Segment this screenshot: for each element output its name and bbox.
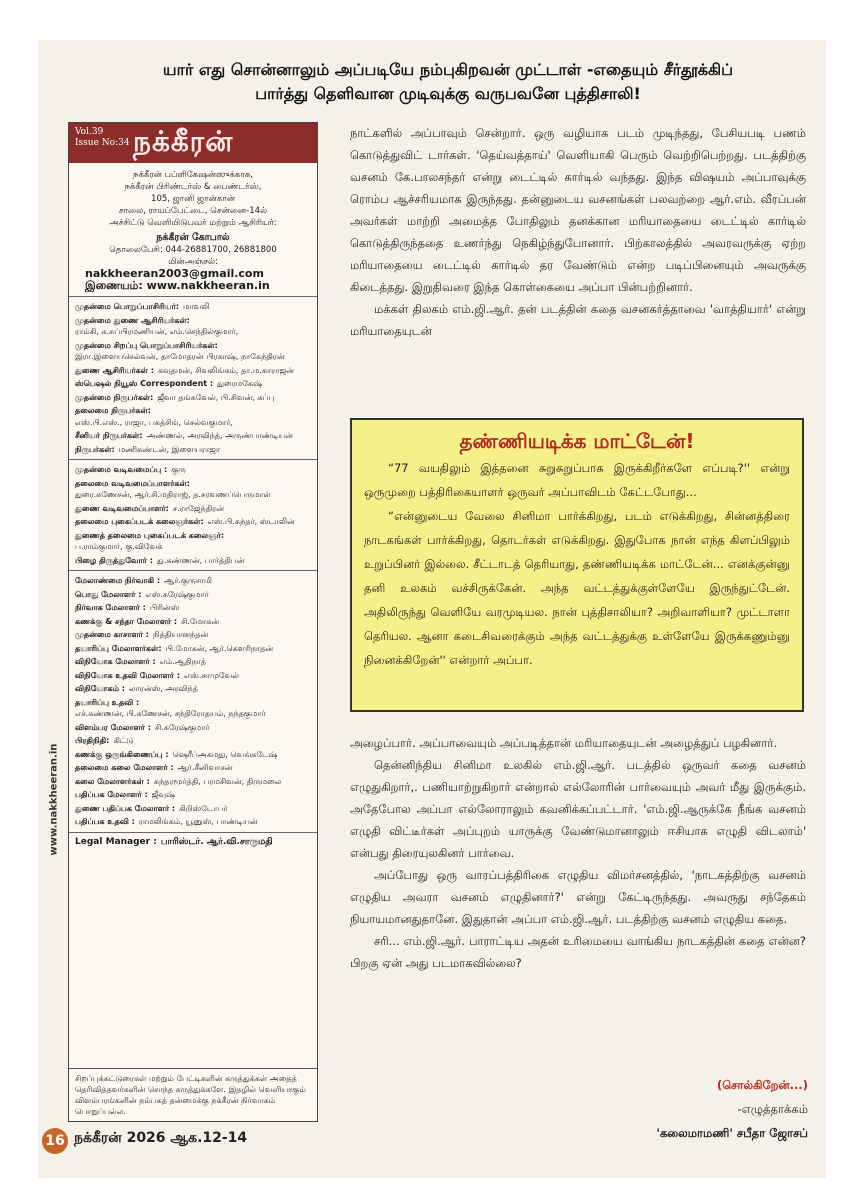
legal-role: Legal Manager : (75, 836, 157, 847)
staff-row (75, 643, 311, 655)
staff-row (75, 575, 311, 587)
divider (69, 832, 317, 833)
staff-role: தலைமை கலை மேலாளர் : (75, 763, 174, 772)
staff-role: நிருபர்கள்: (75, 444, 115, 454)
staff-role: முதன்மை நிருபர்கள்: (75, 392, 154, 402)
staff-names: சி.மோகன் (181, 616, 220, 626)
staff-names: கவுதமன், சிவலிங்கம், தா.ம.காராஜன் (157, 365, 294, 375)
divider (69, 296, 317, 297)
staff-role: தயாரிப்பு மேலாளர்கள்: (75, 643, 162, 653)
staff-names: ஷெரீப்அகமது, வெங்கடேஷ் (172, 749, 278, 759)
masthead-banner (69, 123, 317, 163)
staff-role: துணைத் தலைமை புகைப்படக் கலைஞர்: (75, 530, 225, 540)
side-url-strip (44, 680, 60, 860)
staff-names: ராம்கி, க.சுப்பிரமணியன், எம்.செந்தில்குமார், (75, 327, 239, 336)
staff-names: நித்தியானந்தன் (152, 630, 209, 639)
side-url: www.nakkheeran.in (48, 743, 60, 856)
staff-row (75, 503, 311, 515)
staff-names: கிறிஸ்டோபர் (179, 803, 228, 813)
staff-row (75, 589, 311, 601)
staff-role: பதிப்பக மேலாளர் : (75, 790, 148, 799)
box-paragraph-2: “என்னுடைய வேலை சினிமா பார்க்கிறது, படம் எடுக்கிறது, சின்னத்திரை நாடகங்கள் பார்க்கிறது, தொடர்கள் எடுக்கிறது. இதுபோக நான் எந்த கிளப்பிலும் உறுப்பினர் இல்லை. சீட்டாடத் தெரியாது, தண்ணியடிக்க மாட்டேன்... எனக்குன்னு தனி உலகம் வச்சிருக்கேன். அந்த வட்டத்துக்குள்ளேயே இருந்துட்டேன். அதிலிருந்து வெளியே வரமுடியல. நான் புத்திசாலியா? அறிவாளியா? முட்டாளா தெரியல. ஆனா கடைசிவரைக்கும் அந்த வட்டத்துக்கு உள்ளேயே இருக்கணும்னு நினைக்கிறேன்'' என்றார் அப்பா. (364, 509, 790, 667)
staff-names: ப.ராம்குமார், கு.விவேக் (75, 542, 163, 551)
box-paragraph-1: “77 வயதிலும் இத்தனை சுறுசுறுப்பாக இருக்கிறீர்களே எப்படி?'' என்று ஒருமுறை பத்திரிகையாளர் ஒருவர் அப்பாவிடம் கேட்டபோது... (364, 461, 790, 499)
staff-row (75, 616, 311, 628)
staff-row (75, 555, 311, 567)
staff-names: குரு (171, 465, 186, 474)
staff-role: கணக்கு & சந்தா மேலாளர் : (75, 616, 178, 626)
divider (69, 570, 317, 571)
staff-row (75, 776, 311, 788)
email-link[interactable]: nakkheeran2003@gmail.com (85, 267, 264, 280)
publisher-line: நக்கீரன் பிரிண்டர்ஸ் & பைண்டர்ஸ், (124, 182, 262, 192)
staff-role: சீனியர் நிருபர்கள்: (75, 431, 143, 440)
page-footer (38, 1128, 338, 1164)
staff-role: முதன்மை வடிவமைப்பு : (75, 465, 168, 474)
staff-names: சுந்தரமூர்த்தி, பரமசிவன், திருமலை (153, 776, 282, 786)
staff-names: லாரன்ஸ், அரவிந்த் (128, 684, 198, 693)
staff-names: துரைமகேஷ் (217, 379, 262, 388)
staff-row (75, 683, 311, 695)
staff-row (75, 762, 311, 774)
disclaimer: சிறப்புக்கட்டுரைகள் மற்றும் பேட்டிகளின் கருத்துக்கள் அதைத் தெரிவித்தவர்களின் சொந்த கருத்துக்களே. இதழில் வெளியாகும் விளம்பரங்களின் நம்பகத் தன்மைக்கு நக்கீரன் நிர்வாகம் பொறுப்பல்ல. (69, 1068, 317, 1121)
staff-row (75, 656, 311, 668)
staff-names: எம்.ஆதிநாத் (159, 657, 207, 666)
staff-names: ராமலிங்கம், யூனுஸ், பாண்டியன் (138, 817, 258, 826)
staff-role: தலைமை புகைப்படக் கலைஞர்கள்: (75, 517, 204, 526)
staff-role: துணை பதிப்பக மேலாளர் : (75, 803, 176, 813)
staff-names: எச்.கண்ணன், பி.கணேசன், சந்திரோதயம், நந்தகுமார் (75, 709, 266, 718)
staff-names: மாவலி (183, 302, 210, 311)
legal-name: பாரிஸ்டர். ஆர்.வி.சாருமதி (160, 836, 273, 847)
staff-names: இரா.இளையசெல்வன், தாமோதரன் பிரகாஷ், நாகேந்திரன் (75, 352, 285, 361)
staff-role: நிர்வாக மேலாளர் : (75, 603, 146, 612)
staff-row (75, 405, 311, 428)
staff-row (75, 478, 311, 501)
staff-role: கணக்கு ஒருங்கிணைப்பு : (75, 749, 169, 759)
header-quote (98, 58, 798, 106)
staff-row (75, 530, 311, 553)
box-title: தண்ணியடிக்க மாட்டேன்! (459, 429, 695, 453)
staff-row (75, 392, 311, 404)
quote-line-2: பார்த்து தெளிவான முடிவுக்கு வருபவனே புத்திசாலி! (255, 84, 641, 103)
highlight-box (350, 418, 804, 712)
footer-issue-text: நக்கீரன் 2026 ஆக.12-14 (74, 1130, 248, 1146)
staff-names: எஸ்.சாமுவேல் (184, 670, 239, 680)
staff-row (75, 315, 311, 338)
publisher-info (69, 163, 317, 292)
editorial-staff-list (75, 301, 311, 455)
masthead-sidebar (68, 122, 318, 1122)
staff-names: பி.மோகன், ஆர்.கௌரிநாதன் (165, 643, 274, 653)
design-staff-list (75, 464, 311, 566)
staff-names: ஆர்.குருசாமி (164, 576, 212, 585)
staff-names: ஆர்.சீனிவாசன் (177, 763, 233, 772)
staff-names: பிரின்ஸ் (149, 603, 180, 612)
staff-credits (69, 296, 317, 848)
staff-row (75, 697, 311, 720)
magazine-logo: நக்கீரன் (133, 125, 234, 158)
staff-role: மேலாண்மை நிர்வாகி : (75, 576, 161, 585)
publisher-line: 105, ஜானி ஜான்கான் (151, 194, 235, 204)
staff-names: ஜீவுஷ் (151, 790, 175, 799)
article-paragraph: தென்னிந்திய சினிமா உலகில் எம்.ஜி.ஆர். படத்தில் ஒருவர் கதை வசனம் எழுதுகிறார்,. பணியாற்றுகிறார் என்றால் எல்லோரின் பார்வையும் அவர் மீது இருக்கும். அதேபோல அப்பா எல்லோராலும் கவனிக்கப்பட்டார். 'எம்.ஜி.ஆருக்கே நீங்க வசனம் எழுதி விட்டீர்கள் அப்புறம் யாருக்கு வேண்டுமானாலும் ஈசியாக எழுதி விடலாம்' என்பது திரையுலகினர் பார்வை. (350, 758, 806, 860)
volume-info (75, 127, 130, 149)
staff-row (75, 789, 311, 801)
staff-names: து.கண்ணன், பார்த்திபன் (156, 555, 245, 565)
quote-line-1: யார் எது சொன்னாலும் அப்படியே நம்புகிறவன் முட்டாள் -எதையும் சீர்தூக்கிப் (162, 60, 734, 79)
staff-names: எஸ்.பி.சுந்தர், ஸ்டாலின் (207, 517, 295, 526)
staff-names: ஜீவா தங்கவேல், பி.சிவன், சுப்பு (157, 392, 275, 402)
management-staff-list (75, 575, 311, 828)
staff-names: துரை.கணேசன், ஆர்.சி.மதிராஜ், த.சரவணப்பெருமாள் (75, 490, 271, 499)
staff-role: விநியோகம் : (75, 684, 125, 693)
website-link[interactable]: இணையம்: www.nakkheeran.in (85, 279, 270, 292)
article-bottom (350, 732, 806, 974)
staff-row (75, 816, 311, 828)
staff-row (75, 378, 311, 390)
staff-row (75, 749, 311, 761)
staff-role: விநியோக உதவி மேலாளர் : (75, 670, 181, 680)
staff-role: தலைமை வடிவமைப்பாளர்கள்: (75, 478, 190, 488)
staff-role: முதன்மை துணை ஆசிரியர்கள்: (75, 315, 190, 325)
staff-role: பதிப்பக உதவி : (75, 817, 135, 826)
staff-role: பொது மேலாளர் : (75, 589, 142, 599)
publisher-line: அச்சிட்டு வெளியிடுபவர் மற்றும் ஆசிரியர்: (109, 218, 277, 228)
article-paragraph: அப்போது ஒரு வாரப்பத்திரிகை எழுதிய விமர்சனத்தில், 'நாடகத்திற்கு வசனம் எழுதிய அவரா வசனம் எழுதினார்?' என்று கேட்டிருந்தது. அவருது சந்தேகம் நியாயமானதுதானே. இதுதான் அப்பா எம்.ஜி.ஆர். படத்திற்கு வசனம் எழுதிய கதை. (350, 868, 806, 926)
editor-name: நக்கீரன் கோபால் (156, 232, 230, 243)
staff-names: கிட்டு (113, 736, 134, 745)
page-number: 16 (42, 1128, 68, 1154)
staff-role: பிழை திருத்துவோர் : (75, 555, 153, 565)
staff-names: அண்ணல், அரவிந்த், அருண்பாண்டியன் (146, 431, 293, 440)
staff-row (75, 340, 311, 363)
byline-label: -எழுத்தாக்கம் (737, 1102, 808, 1116)
staff-row (75, 444, 311, 456)
mail-label: மின்அஞ்சல்: (168, 257, 218, 267)
phone-number: தொலைபேசி: 044-26881700, 26881800 (109, 245, 277, 255)
staff-names: ச.ராஜேந்திரன் (172, 503, 225, 513)
staff-row (75, 629, 311, 641)
staff-names: எஸ்.பி.எஸ்., ராஜா, பகத்சிங், செல்வகுமார், (75, 417, 233, 427)
staff-names: மணிகண்டன், இளையராஜா (118, 444, 221, 454)
staff-row (75, 722, 311, 734)
article-paragraph: சரி... எம்.ஜி.ஆர். பாராட்டிய அதன் உரிமையை வாங்கிய நாடகத்தின் கதை என்ன? பிறகு ஏன் அது படமாகவில்லை? (350, 934, 806, 970)
staff-row (75, 735, 311, 747)
staff-role: கலை மேலாளர்கள் : (75, 776, 150, 786)
staff-role: பிரதிநிதி: (75, 736, 110, 745)
staff-row (75, 430, 311, 442)
staff-row (75, 301, 311, 313)
article-paragraph: மக்கள் திலகம் எம்.ஜி.ஆர். தன் படத்தின் கதை வசனகர்த்தாவை 'வாத்தியார்' என்று மரியாதையுடன் (350, 302, 806, 338)
continued-label: (சொல்கிறேன்...) (716, 1078, 808, 1092)
staff-row (75, 516, 311, 528)
volume-number: Vol.39 (75, 127, 104, 137)
staff-row (75, 602, 311, 614)
divider (69, 459, 317, 460)
article-top (350, 122, 806, 342)
staff-role: முதன்மை காசாளர் : (75, 630, 149, 639)
staff-names: சி.சுரேஷ்குமார் (154, 722, 210, 732)
staff-role: தலைமை நிருபர்கள்: (75, 406, 151, 415)
staff-role: துணை ஆசிரியர்கள் : (75, 365, 154, 375)
byline-author: 'கலைமாமணி' சபீதா ஜோசப் (656, 1126, 808, 1140)
staff-row (75, 670, 311, 682)
article-paragraph: அழைப்பார். அப்பாவையும் அப்படித்தான் மரியாதையுடன் அழைத்துப் பழகினார். (350, 736, 778, 750)
staff-role: துணை வடிவமைப்பாளர்: (75, 503, 169, 513)
staff-row (75, 365, 311, 377)
staff-role: தயாரிப்பு உதவி : (75, 697, 140, 707)
staff-row (75, 803, 311, 815)
staff-role: முதன்மை பொறுப்பாசிரியர்: (75, 302, 180, 311)
staff-row (75, 464, 311, 476)
magazine-page (38, 40, 826, 1178)
article-paragraph: நாட்களில் அப்பாவும் சென்றார். ஒரு வழியாக படம் முடிந்தது, பேசியபடி பணம் கொடுத்துவிட் டார்கள். 'தெய்வத்தாய்' வெளியாகி பெரும் வெற்றிபெற்றது. படத்திற்கு வசனம் கே.பாலசந்தர் என்று டைட்டில் கார்டில் வந்தது. இந்த விஷயம் அப்பாவுக்கு ரொம்ப ஆச்சரியமாக இருந்தது. தன்னுடைய வசனங்கள் பலவற்றை ஆர்.எம். வீரப்பன் அவர்கள் மாற்றி அமைத்த போதிலும் தனக்கான மரியாதையை டைட்டில் கார்டில் கொடுத்திருந்ததை உணர்ந்து நெகிழ்ந்துபோனார். பிற்காலத்தில் அவரவருக்கு ஏற்ற மரியாதையை டைட்டில் கார்டில் தர வேண்டும் என்ற படிப்பினையும் அவருக்கு கிடைத்தது. இறுதிவரை இந்த கொள்கையை அப்பா பின்பற்றினார். (350, 126, 806, 294)
staff-role: முதன்மை சிறப்பு பொறுப்பாசிரியர்கள்: (75, 340, 218, 350)
staff-role: விநியோக மேலாளர் : (75, 657, 156, 666)
staff-role: விளம்பர மேலாளர் : (75, 722, 151, 732)
issue-number: Issue No:34 (75, 138, 130, 148)
publisher-line: நக்கீரன் பப்ளிகேஷன்ஸுக்காக, (133, 170, 253, 180)
publisher-line: சாலை, ராயப்பேட்டை, சென்னை-14ல் (118, 206, 268, 216)
staff-role: ஸ்பெஷல் நியூஸ் Correspondent : (75, 379, 214, 388)
legal-manager (75, 837, 311, 849)
staff-names: எஸ்.சுரேஷ்குமார் (145, 589, 209, 599)
